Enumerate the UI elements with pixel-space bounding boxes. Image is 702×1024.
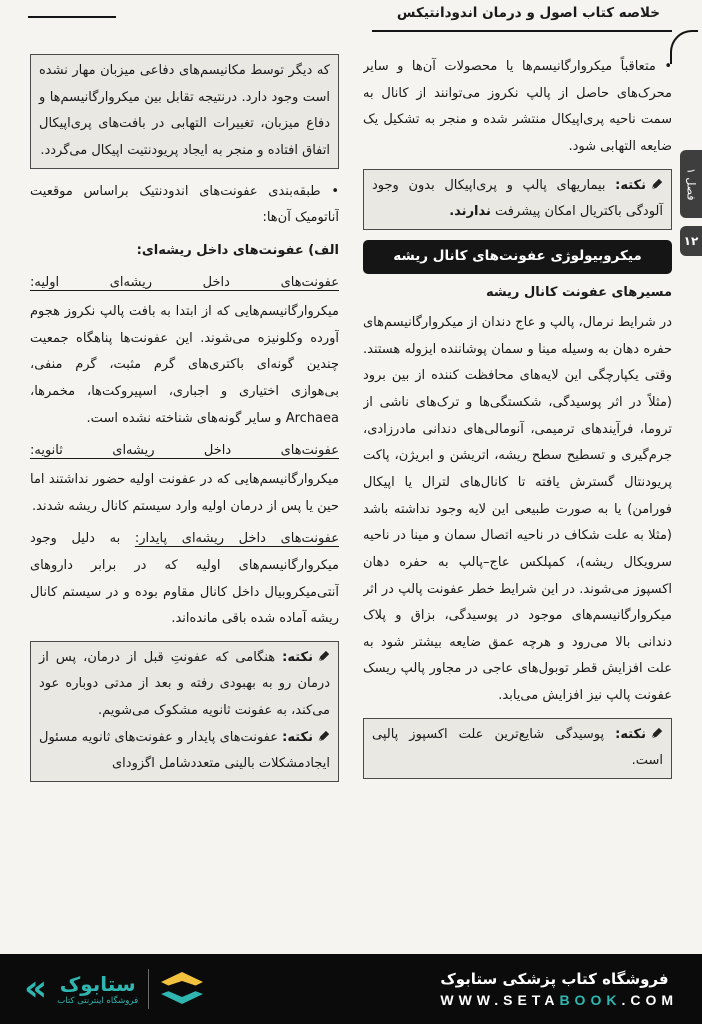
secondary-infection-text: میکروارگانیسم‌هایی که در عفونت اولیه حضور نداشتند اما حین یا پس از درمان اولیه وارد سیستم کانال ریشه شدند. [30,471,339,514]
pen-icon [650,727,663,740]
url-part-1: WWW.SETA [440,992,560,1008]
brand-text-block [57,972,138,1006]
note-line [39,645,330,725]
bullet-paragraph: • متعاقباً میکروارگانیسم‌ها یا محصولات آن‌ها و سایر محرک‌های حاصل از پالپ نکروز می‌توانند از کانال به سمت ناحیه پری‌اپیکال منتشر شده و منجر به تشکیل یک ضایعه التهابی شود. [363,59,672,154]
pen-icon [317,730,330,743]
subsection-title: مسیرهای عفونت کانال ریشه [485,284,672,300]
primary-infection-text: میکروارگانیسم‌هایی که از ابتدا به بافت پالپ نکروز هجوم آورده وکلونیزه می‌شوند. این عفونت‌ها پناهگاه جمعیت چندین گونه‌ای باکتری‌های گرم مثبت، گرم منفی، بی‌هوازی اختیاری و اجباری، اسپیروکت‌ها، مخمرها، Archaea و سایر گونه‌های شناخته نشده است. [30,304,339,426]
logo-divider [148,969,149,1009]
note-label: نکته: [615,726,646,742]
header-rule-main [372,30,672,32]
continuation-note-box: که دیگر توسط مکانیسم‌های دفاعی میزبان مهار نشده است وجود دارد. درنتیجه تقابل بین میکروارگانیسم‌ها و دفاع میزبان، تغییرات التهابی در بافت‌های پری‌اپیکال اتفاق افتاده و منجر به ایجاد پریودنتیت اپیکال می‌گردد. [30,54,339,169]
primary-infection-title: عفونت‌های داخل ریشه‌ای اولیه: [30,275,339,291]
header-rule-curve [670,30,698,64]
header-rule-left [28,16,116,18]
persistent-infection-title: عفونت‌های داخل ریشه‌ای پایدار: [134,531,339,547]
note-label: نکته: [282,729,314,745]
note-text-bold: ندارند. [449,204,491,220]
note-line [372,722,663,775]
pen-icon [317,650,330,663]
note-box [363,718,672,779]
note-label: نکته: [615,177,646,193]
footer-right-block [440,970,678,1008]
section-header: میکروبیولوژی عفونت‌های کانال ریشه [363,240,672,274]
persistent-infection-paragraph [30,526,339,633]
note-text: بیماریهای پالپ و پری‌اپیکال بدون وجود آلودگی باکتریال امکان پیشرفت [372,177,663,220]
note-box [30,641,339,782]
page-header [0,0,702,56]
note-text: پوسیدگی شایع‌ترین علت اکسپوز پالپی است. [372,726,663,769]
store-name: فروشگاه کتاب پزشکی ستابوک [440,970,669,988]
note-text: عفونت‌های پایدار و عفونت‌های ثانویه مسئول ایجادمشکلات بالینی متعددشامل اگزودای [39,729,330,772]
brand-name: ستابوک [59,971,136,996]
heading-a: الف) عفونت‌های داخل ریشه‌ای: [136,242,339,258]
secondary-infection-title: عفونت‌های داخل ریشه‌ای ثانویه: [30,443,339,459]
persistent-infection-text: به دلیل وجود میکروارگانیسم‌های اولیه که در برابر داروهای آنتی‌میکروبیال داخل کانال مقاوم بوده و در سیستم کانال ریشه آماده شده باقی مانده‌اند. [30,531,339,627]
chevron-left-icon: « [24,967,48,1009]
left-column [30,52,339,954]
note-line [372,173,663,226]
url-part-2: BOOK [559,992,622,1008]
url-part-3: .COM [621,992,678,1008]
note-line [39,725,330,778]
footer-bar [0,954,702,1024]
page-title: خلاصه کتاب اصول و درمان اندودانتیکس [396,5,660,21]
note-text: هنگامی که عفونتِ قبل از درمان، پس از درمان رو به بهبودی رفته و بعد از مدتی دوباره عود می‌کند، به عفونت ثانویه مشکوک می‌شویم. [39,649,330,719]
stacked-pages-icon [159,970,205,1008]
chapter-tab-label: فصل ۱ [684,167,698,201]
body-paragraph: در شرایط نرمال، پالپ و عاج دندان از میکروارگانیسم‌های حفره دهان به وسیله مینا و سمان پوشاننده ایزوله هستند. وقتی یکپارچگی این لایه‌های محافظت کننده از بین برود (مثلاً در اثر پوسیدگی، شکستگی‌ها و ترک‌های ناشی از تروما، فرآیندهای ترمیمی، آنومالی‌های دندانی مادرزادی، جرم‌گیری و تسطیح سطح ریشه، اتریشن و ابریژن، پاکت پریودنتال گسترش یافته تا کانال‌های لترال یا اپیکال فورامن) یا به صورت طبیعی این لایه وجود نداشته باشد (مثلا به علت شکاف در ناحیه اتصال سمان و مینا در ناحیه سرویکال ریشه)، کمپلکس عاج–پالپ به حفره دهان اکسپوز می‌شوند. در این شرایط خطر عفونت پالپ در اثر میکروارگانیسم‌های موجود در پوسیدگی، بزاق و پلاک دندانی بالا می‌رود و هرچه عمق ضایعه بیشتر شود به علت افزایش قطر توبول‌های عاجی در مجاور پالپ ریسک عفونت پالپ نیز افزایش می‌یابد. [363,315,672,704]
page-number-label: ۱۲ [683,234,699,248]
note-box [363,169,672,230]
page-number-tab [680,226,702,256]
pen-icon [650,178,663,191]
setabook-logo [24,969,205,1009]
brand-subtitle: فروشگاه اینترنتی کتاب [57,995,139,1006]
right-column [363,52,672,954]
bullet-paragraph: • طبقه‌بندی عفونت‌های اندودنتیک براساس موقعیت آناتومیک آن‌ها: [30,183,339,226]
website-url [440,992,678,1008]
content-area [30,52,672,954]
chapter-tab [680,150,702,218]
note-label: نکته: [282,649,314,665]
